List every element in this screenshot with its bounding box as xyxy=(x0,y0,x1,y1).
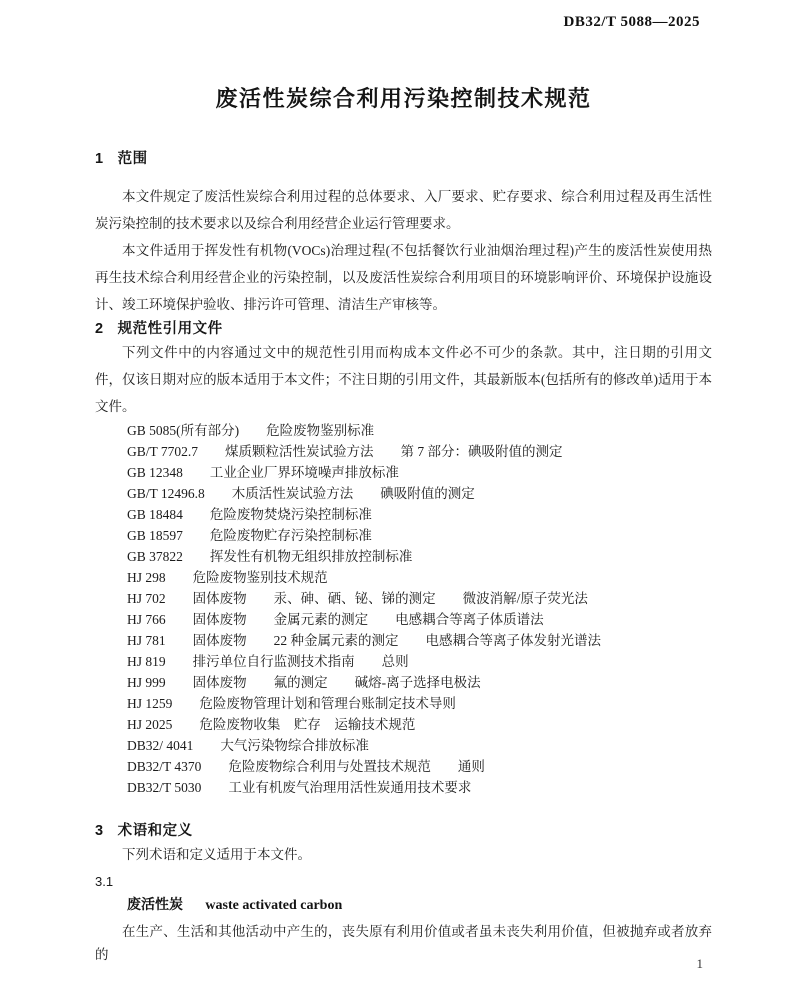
reference-item: GB 5085(所有部分) 危险废物鉴别标准 xyxy=(127,423,375,438)
reference-item: DB32/T 4370 危险废物综合利用与处置技术规范 通则 xyxy=(127,759,485,774)
section-2-title: 规范性引用文件 xyxy=(117,321,223,337)
reference-item: HJ 2025 危险废物收集 贮存 运输技术规范 xyxy=(127,717,416,732)
term-definition: 在生产、生活和其他活动中产生的，丧失原有利用价值或者虽未丧失利用价值，但被抛弃或者放弃的 xyxy=(95,924,712,962)
reference-item: DB32/ 4041 大气污染物综合排放标准 xyxy=(127,738,369,753)
paragraph: 下列文件中的内容通过文中的规范性引用而构成本文件必不可少的条款。其中，注日期的引用文件，仅该日期对应的版本适用于本文件；不注日期的引用文件，其最新版本(包括所有的修改单)适用于本文件。 xyxy=(95,345,712,414)
reference-item: HJ 766 固体废物 金属元素的测定 电感耦合等离子体质谱法 xyxy=(127,612,544,627)
reference-item: HJ 781 固体废物 22 种金属元素的测定 电感耦合等离子体发射光谱法 xyxy=(127,633,602,648)
reference-item: HJ 999 固体废物 氟的测定 碱熔-离子选择电极法 xyxy=(127,675,481,690)
section-3-number: 3 xyxy=(95,823,104,839)
reference-item: HJ 702 固体废物 汞、砷、硒、铋、锑的测定 微波消解/原子荧光法 xyxy=(127,591,588,606)
reference-item: GB 37822 挥发性有机物无组织排放控制标准 xyxy=(127,549,413,564)
section-3-title: 术语和定义 xyxy=(117,823,193,839)
reference-item: GB/T 7702.7 煤质颗粒活性炭试验方法 第 7 部分：碘吸附值的测定 xyxy=(127,444,563,459)
header-standard-code: DB32/T 5088—2025 xyxy=(563,14,700,30)
reference-item: DB32/T 5030 工业有机废气治理用活性炭通用技术要求 xyxy=(127,780,472,795)
term-name-en: waste activated carbon xyxy=(205,898,343,913)
reference-item: GB/T 12496.8 木质活性炭试验方法 碘吸附值的测定 xyxy=(127,486,475,501)
document-title: 废活性炭综合利用污染控制技术规范 xyxy=(215,86,592,111)
paragraph: 下列术语和定义适用于本文件。 xyxy=(122,847,311,862)
section-2-heading xyxy=(95,320,712,339)
term-name-zh: 废活性炭 xyxy=(127,896,183,912)
reference-item: HJ 1259 危险废物管理计划和管理台账制定技术导则 xyxy=(127,696,456,711)
section-3-heading xyxy=(95,822,712,841)
reference-item: HJ 298 危险废物鉴别技术规范 xyxy=(127,570,328,585)
reference-item: GB 12348 工业企业厂界环境噪声排放标准 xyxy=(127,465,399,480)
normative-references-list xyxy=(95,420,712,798)
reference-item: HJ 819 排污单位自行监测技术指南 总则 xyxy=(127,654,409,669)
term-number: 3.1 xyxy=(95,874,114,889)
reference-item: GB 18597 危险废物贮存污染控制标准 xyxy=(127,528,372,543)
reference-item: GB 18484 危险废物焚烧污染控制标准 xyxy=(127,507,372,522)
section-1-title: 范围 xyxy=(117,151,148,167)
section-1-number: 1 xyxy=(95,151,104,167)
section-1-heading xyxy=(95,150,712,169)
paragraph: 本文件规定了废活性炭综合利用过程的总体要求、入厂要求、贮存要求、综合利用过程及再生活性炭污染控制的技术要求以及综合利用经营企业运行管理要求。 xyxy=(95,189,712,231)
section-1-body xyxy=(95,183,712,318)
page-number: 1 xyxy=(696,956,703,971)
paragraph: 本文件适用于挥发性有机物(VOCs)治理过程(不包括餐饮行业油烟治理过程)产生的废活性炭使用热再生技术综合利用经营企业的污染控制，以及废活性炭综合利用项目的环境影响评价、环境保护设施设计、竣工环境保护验收、排污许可管理、清洁生产审核等。 xyxy=(95,243,712,312)
section-2-number: 2 xyxy=(95,321,104,337)
term-name xyxy=(95,894,712,916)
